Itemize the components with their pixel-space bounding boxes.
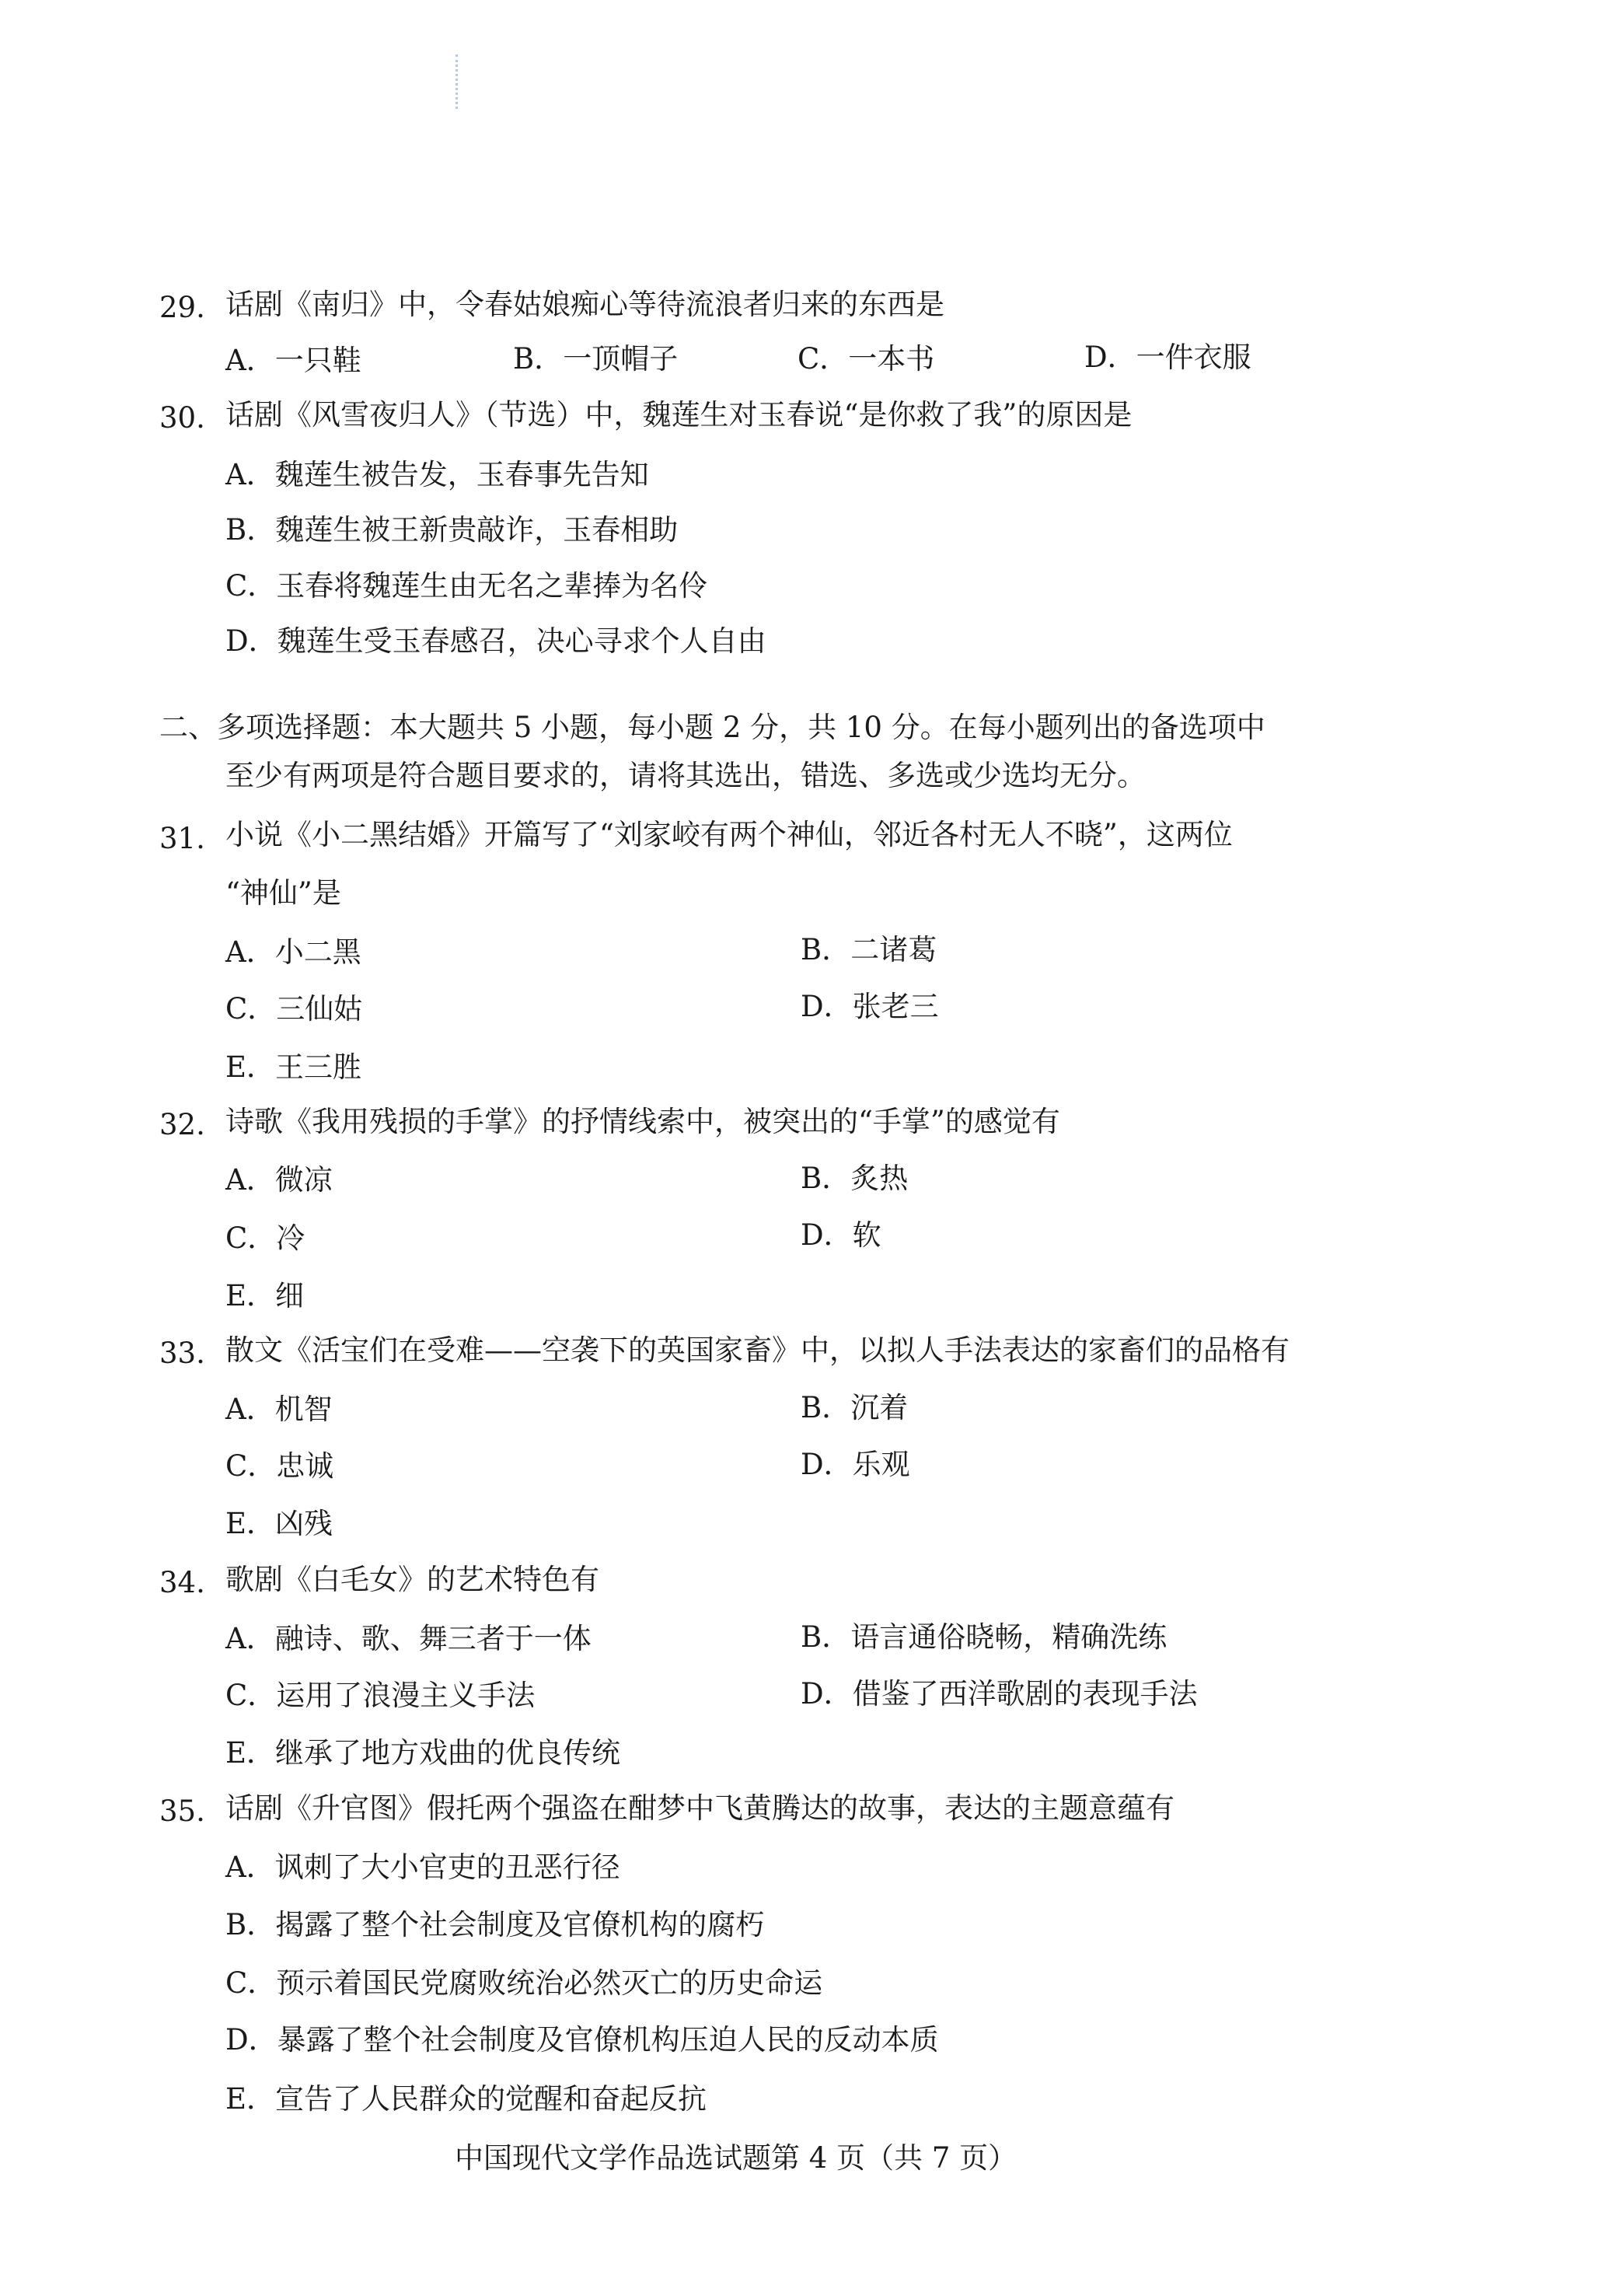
option-e: E．王三胜 bbox=[225, 1050, 362, 1084]
option-e: E．宣告了人民群众的觉醒和奋起反抗 bbox=[225, 2082, 707, 2116]
question-stem: 歌剧《白毛女》的艺术特色有 bbox=[225, 1563, 599, 1596]
section-2-line-2: 至少有两项是符合题目要求的，请将其选出，错选、多选或少选均无分。 bbox=[225, 759, 1146, 792]
option-b: B．魏莲生被王新贵敲诈，玉春相助 bbox=[225, 513, 679, 547]
section-2-line-1: 二、多项选择题：本大题共 5 小题，每小题 2 分，共 10 分。在每小题列出的备选项中 bbox=[159, 711, 1265, 744]
option-c: C．冷 bbox=[225, 1221, 305, 1255]
option-d: D．软 bbox=[801, 1218, 881, 1252]
option-a: A．小二黑 bbox=[225, 935, 361, 969]
option-d: D．张老三 bbox=[801, 990, 939, 1023]
option-c: C．玉春将魏莲生由无名之辈捧为名伶 bbox=[225, 569, 708, 603]
question-number: 30. bbox=[159, 401, 205, 435]
option-d: D．借鉴了西洋歌剧的表现手法 bbox=[801, 1677, 1198, 1711]
option-c: C．三仙姑 bbox=[225, 992, 363, 1026]
option-c: C．预示着国民党腐败统治必然灭亡的历史命运 bbox=[225, 1966, 823, 2000]
scan-artifact bbox=[455, 54, 466, 109]
option-c: C．忠诚 bbox=[225, 1449, 334, 1483]
question-number: 33. bbox=[159, 1337, 205, 1370]
option-d: D．乐观 bbox=[801, 1448, 910, 1481]
option-d: D．暴露了整个社会制度及官僚机构压迫人民的反动本质 bbox=[225, 2023, 939, 2057]
option-a: A．融诗、歌、舞三者于一体 bbox=[225, 1622, 592, 1655]
question-stem: 诗歌《我用残损的手掌》的抒情线索中，被突出的“手掌”的感觉有 bbox=[225, 1105, 1060, 1138]
option-a: A．微凉 bbox=[225, 1163, 333, 1197]
option-c: C．运用了浪漫主义手法 bbox=[225, 1679, 536, 1712]
option-a: A．机智 bbox=[225, 1393, 333, 1426]
question-number: 32. bbox=[159, 1108, 205, 1141]
option-b: B．二诸葛 bbox=[801, 933, 937, 966]
question-stem: 小说《小二黑结婚》开篇写了“刘家峧有两个神仙，邻近各村无人不晓”，这两位 bbox=[225, 818, 1233, 851]
option-e: E．细 bbox=[225, 1279, 305, 1312]
page-footer: 中国现代文学作品选试题第 4 页（共 7 页） bbox=[455, 2141, 1017, 2175]
option-b: B．揭露了整个社会制度及官僚机构的腐朽 bbox=[225, 1908, 765, 1941]
option-c: C．一本书 bbox=[798, 342, 935, 376]
question-number: 34. bbox=[159, 1566, 205, 1599]
option-d: D．魏莲生受玉春感召，决心寻求个人自由 bbox=[225, 624, 766, 658]
option-a: A．魏莲生被告发，玉春事先告知 bbox=[225, 458, 649, 491]
option-b: B．语言通俗晓畅，精确洗练 bbox=[801, 1620, 1167, 1654]
option-a: A．一只鞋 bbox=[225, 344, 361, 377]
question-number: 35. bbox=[159, 1795, 205, 1828]
option-a: A．讽刺了大小官吏的丑恶行径 bbox=[225, 1850, 620, 1884]
option-e: E．继承了地方戏曲的优良传统 bbox=[225, 1736, 621, 1770]
question-stem-continued: “神仙”是 bbox=[225, 876, 341, 910]
option-e: E．凶残 bbox=[225, 1507, 333, 1540]
option-d: D．一件衣服 bbox=[1084, 341, 1251, 374]
question-number: 31. bbox=[159, 822, 205, 855]
question-stem: 散文《活宝们在受难——空袭下的英国家畜》中，以拟人手法表达的家畜们的品格有 bbox=[225, 1333, 1290, 1367]
question-stem: 话剧《风雪夜归人》（节选）中，魏莲生对玉春说“是你救了我”的原因是 bbox=[225, 398, 1133, 432]
option-b: B．沉着 bbox=[801, 1391, 909, 1424]
option-b: B．炙热 bbox=[801, 1162, 909, 1195]
option-b: B．一顶帽子 bbox=[513, 342, 679, 376]
question-number: 29. bbox=[159, 291, 205, 324]
question-stem: 话剧《升官图》假托两个强盗在酣梦中飞黄腾达的故事，表达的主题意蕴有 bbox=[225, 1791, 1174, 1825]
question-stem: 话剧《南归》中，令春姑娘痴心等待流浪者归来的东西是 bbox=[225, 288, 944, 321]
